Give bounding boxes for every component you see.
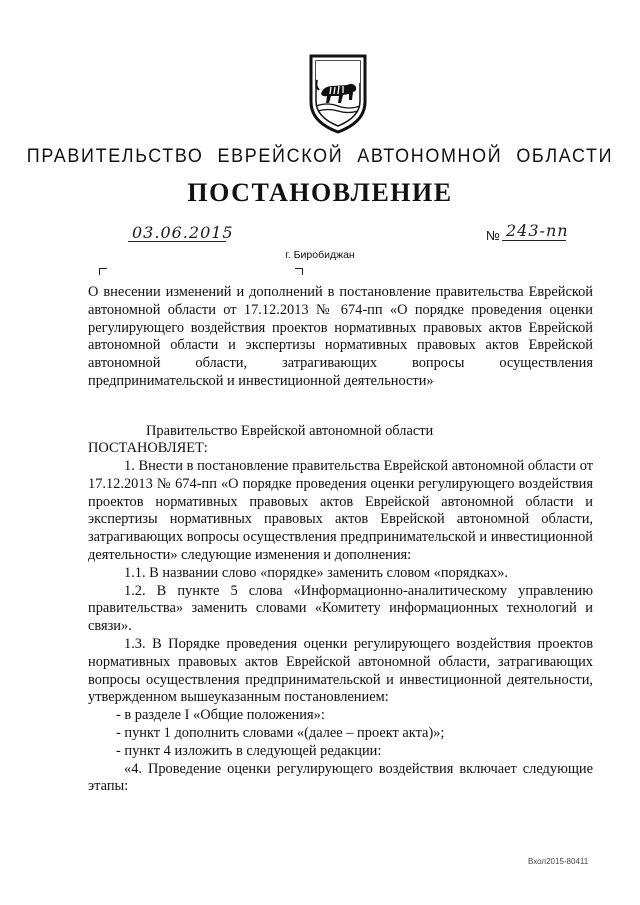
number-underline (502, 240, 566, 241)
document-subject: О внесении изменений и дополнений в постановление правительства Еврейской автономной области от 17.12.2013 № 674-пп «О порядке проведения оценки регулирующего воздействия проектов нормативных правовых актов Еврейской автономной области и экспертизы нормативных правовых актов Еврейской автономной области, затрагивающих вопросы осуществления предпринимательской и инвестиционной деятельности» (88, 284, 593, 389)
number-label: № (486, 228, 500, 243)
paragraph-1-3: 1.3. В Порядке проведения оценки регулирующего воздействия проектов нормативных правовых актов Еврейской автономной области, затрагивающих вопросы осуществления предпринимательской и инвестиционной деятельности, утвержденном вышеуказанным постановлением: (88, 635, 593, 706)
government-title: ПРАВИТЕЛЬСТВО ЕВРЕЙСКОЙ АВТОНОМНОЙ ОБЛАСТИ (26, 145, 614, 167)
list-item: - пункт 4 изложить в следующей редакции: (116, 742, 382, 759)
paragraph-1: 1. Внести в постановление правительства Еврейской автономной области от 17.12.2013 № 674-пп «О порядке проведения оценки регулирующего воздействия проектов нормативных правовых актов Еврейской автономной области и экспертизы нормативных правовых актов Еврейской автономной области, затрагивающих вопросы осуществления предпринимательской и инвестиционной деятельности» следующие изменения и дополнения: (88, 458, 593, 563)
document-body (88, 458, 593, 796)
footer-code: Вхол2015-80411 (528, 857, 589, 866)
date-underline (128, 241, 226, 242)
list-item: - пункт 1 дополнить словами «(далее – проект акта)»; (116, 724, 445, 741)
intro-line: Правительство Еврейской автономной области (146, 423, 434, 439)
document-type-title: ПОСТАНОВЛЕНИЕ (187, 178, 453, 207)
paragraph-1-2: 1.2. В пункте 5 слова «Информационно-аналитическому управлению правительства» заменить словами «Комитету информационных технологий и связи». (88, 582, 593, 635)
subject-corner-mark-left (99, 268, 107, 275)
document-number: 243-пп (506, 221, 569, 240)
decree-word: ПОСТАНОВЛЯЕТ: (88, 440, 208, 456)
coat-of-arms-icon (303, 50, 373, 136)
document-date: 03.06.2015 (132, 223, 234, 242)
paragraph-4: «4. Проведение оценки регулирующего воздействия включает следующие этапы: (88, 760, 593, 795)
list-item: - в разделе I «Общие положения»: (116, 707, 325, 724)
subject-corner-mark-right (295, 268, 303, 275)
city-line: г. Биробиджан (285, 249, 355, 261)
paragraph-1-1: 1.1. В названии слово «порядке» заменить словом «порядках». (124, 564, 509, 581)
